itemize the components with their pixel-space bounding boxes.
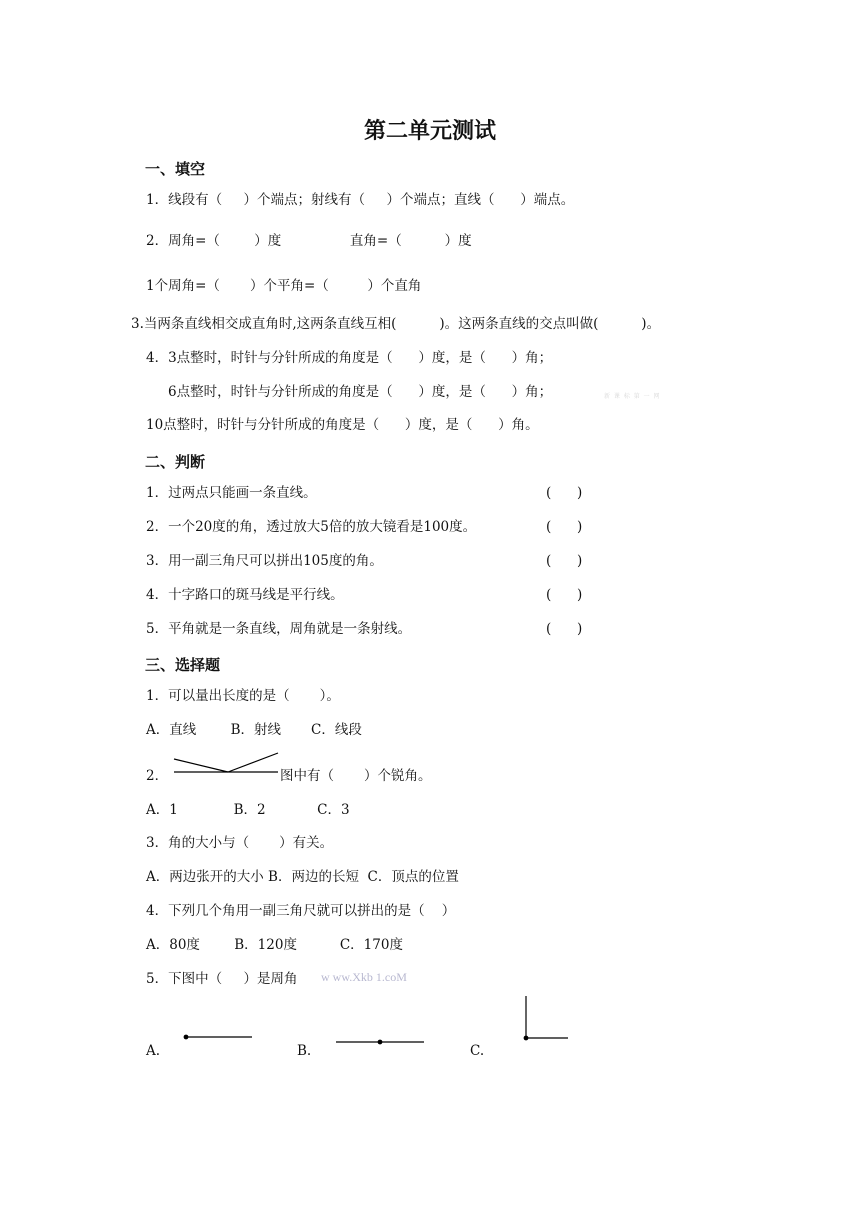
choice-q2-options: A．1 B．2 C．3 xyxy=(146,802,350,818)
option-c-label: C. xyxy=(470,1043,485,1059)
choice-q4: 4．下列几个角用一副三角尺就可以拼出的是（ ） xyxy=(146,903,456,919)
option-b-label: B. xyxy=(297,1043,312,1059)
judge-item-1: 1．过两点只能画一条直线。 xyxy=(146,485,317,501)
judge-bracket-5: ( ) xyxy=(546,621,583,637)
fill-q2b: 1个周角=（ ）个平角=（ ）个直角 xyxy=(146,278,422,294)
choice-q3-options: A．两边张开的大小 B．两边的长短 C．顶点的位置 xyxy=(146,869,459,885)
judge-bracket-2: ( ) xyxy=(546,519,583,535)
fill-q4c: 10点整时，时针与分针所成的角度是（ ）度，是（ ）角。 xyxy=(146,417,539,433)
choice-q5: 5．下图中（ ）是周角 xyxy=(146,971,298,987)
judge-bracket-4: ( ) xyxy=(546,587,583,603)
ray-figure-a xyxy=(180,1030,256,1044)
fill-q3: 3.当两条直线相交成直角时,这两条直线互相( )。这两条直线的交点叫做( )。 xyxy=(131,316,661,332)
choice-q4-options: A．80度 B．120度 C．170度 xyxy=(146,937,403,953)
section2-heading: 二、判断 xyxy=(145,453,206,471)
choice-q1: 1．可以量出长度的是（ ）。 xyxy=(146,688,340,704)
fill-q2: 2．周角=（ ）度 直角=（ ）度 xyxy=(146,233,472,249)
choice-q2-number: 2． xyxy=(146,768,169,784)
watermark-link: w ww.Xkb 1.coM xyxy=(321,970,407,984)
judge-item-3: 3．用一副三角尺可以拼出105度的角。 xyxy=(146,553,383,569)
option-a-label: A. xyxy=(146,1043,161,1059)
choice-q3: 3．角的大小与（ ）有关。 xyxy=(146,835,334,851)
straight-angle-figure-b xyxy=(334,1035,428,1049)
fill-q1: 1．线段有（ ）个端点；射线有（ ）个端点；直线（ ）端点。 xyxy=(146,192,575,208)
watermark-faint: 新 课 标 第 一 网 xyxy=(604,393,661,400)
fill-q4: 4．3点整时，时针与分针所成的角度是（ ）度，是（ ）角； xyxy=(146,350,553,366)
judge-item-4: 4．十字路口的斑马线是平行线。 xyxy=(146,587,344,603)
judge-item-5: 5．平角就是一条直线，周角就是一条射线。 xyxy=(146,621,412,637)
angle-figure xyxy=(170,748,285,778)
section3-heading: 三、选择题 xyxy=(145,656,221,674)
judge-bracket-1: ( ) xyxy=(546,485,583,501)
choice-q2-text: 图中有（ ）个锐角。 xyxy=(280,768,432,784)
page-title: 第二单元测试 xyxy=(363,119,496,144)
section1-heading: 一、填空 xyxy=(145,160,206,178)
right-angle-figure-c xyxy=(520,994,572,1046)
judge-item-2: 2．一个20度的角，透过放大5倍的放大镜看是100度。 xyxy=(146,519,477,535)
judge-bracket-3: ( ) xyxy=(546,553,583,569)
choice-q1-options: A．直线 B．射线 C．线段 xyxy=(146,722,362,738)
fill-q4b: 6点整时，时针与分针所成的角度是（ ）度，是（ ）角； xyxy=(168,384,553,400)
